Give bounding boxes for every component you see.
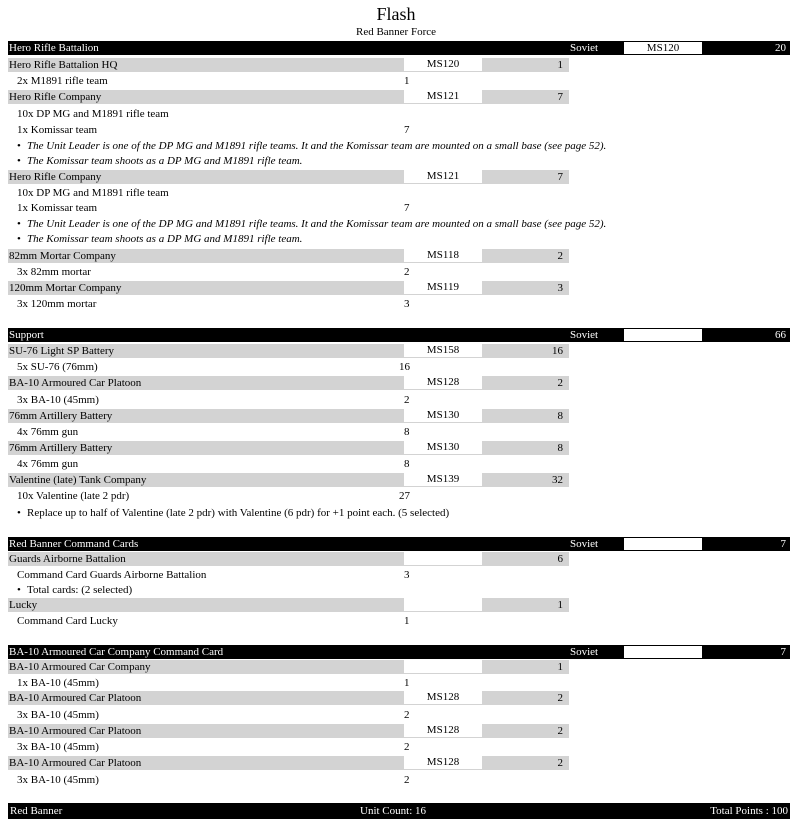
unit-points: 7: [557, 91, 563, 103]
unit-name: BA-10 Armoured Car Platoon: [9, 757, 142, 769]
option-points: 2: [404, 741, 410, 753]
unit-name: Guards Airborne Battalion: [9, 553, 126, 565]
unit-code: MS130: [404, 441, 482, 454]
section-nation: Soviet: [570, 42, 599, 54]
section-points: 7: [780, 646, 786, 658]
unit-code: MS121: [404, 170, 482, 183]
unit-points: 7: [557, 171, 563, 183]
unit-points: 2: [557, 757, 563, 769]
option-points: 16: [399, 361, 410, 373]
option-points: 2: [404, 266, 410, 278]
footer-bar: [8, 803, 790, 819]
unit-code: MS121: [404, 90, 482, 103]
unit-points: 2: [557, 250, 563, 262]
unit-code: MS128: [404, 376, 482, 389]
unit-option: 3x 120mm mortar: [17, 298, 97, 310]
section-header: [8, 328, 790, 342]
note-text: The Komissar team shoots as a DP MG and M1891 rifle team.: [27, 155, 303, 167]
unit-row: [8, 409, 569, 423]
unit-option: 3x BA-10 (45mm): [17, 774, 99, 786]
unit-name: Lucky: [9, 599, 38, 611]
unit-name: Hero Rifle Battalion HQ: [9, 59, 118, 71]
section-code: MS120: [624, 42, 702, 54]
unit-row: [8, 552, 569, 566]
bullet-icon: •: [17, 155, 21, 167]
unit-code: MS130: [404, 409, 482, 422]
unit-points: 1: [557, 59, 563, 71]
bullet-icon: •: [17, 140, 21, 152]
bullet-icon: •: [17, 218, 21, 230]
unit-row: [8, 170, 569, 184]
option-points: 3: [404, 569, 410, 581]
unit-code: [404, 598, 482, 611]
option-points: 7: [404, 124, 410, 136]
section-points: 20: [775, 42, 786, 54]
unit-name: Valentine (late) Tank Company: [9, 474, 147, 486]
unit-code: MS158: [404, 344, 482, 357]
section-header: [8, 645, 790, 659]
unit-option: 1x Komissar team: [17, 202, 98, 214]
section-nation: Soviet: [570, 646, 599, 658]
unit-name: BA-10 Armoured Car Platoon: [9, 377, 142, 389]
unit-code: MS128: [404, 724, 482, 737]
unit-note: [17, 139, 606, 153]
option-points: 27: [399, 490, 410, 502]
unit-option: 10x DP MG and M1891 rifle team: [17, 187, 169, 199]
footer-unit-count: Unit Count: 16: [360, 805, 427, 817]
unit-points: 32: [552, 474, 563, 486]
unit-points: 1: [557, 599, 563, 611]
option-points: 2: [404, 394, 410, 406]
section-nation: Soviet: [570, 538, 599, 550]
unit-row: [8, 598, 569, 612]
unit-points: 8: [557, 442, 563, 454]
unit-points: 8: [557, 410, 563, 422]
bullet-icon: •: [17, 507, 21, 519]
section-name: Hero Rifle Battalion: [9, 42, 99, 54]
unit-name: BA-10 Armoured Car Platoon: [9, 692, 142, 704]
unit-code: MS128: [404, 756, 482, 769]
unit-row: [8, 376, 569, 390]
unit-option: 10x Valentine (late 2 pdr): [17, 490, 130, 502]
unit-bullet: [17, 506, 449, 520]
page-subtitle: Red Banner Force: [355, 26, 437, 38]
unit-row: [8, 724, 569, 738]
section-code: [624, 538, 702, 550]
option-points: 3: [404, 298, 410, 310]
unit-row: [8, 660, 569, 674]
unit-name: Hero Rifle Company: [9, 91, 102, 103]
unit-option: 4x 76mm gun: [17, 458, 79, 470]
unit-option: 4x 76mm gun: [17, 426, 79, 438]
bullet-icon: •: [17, 584, 21, 596]
footer-force-name: Red Banner: [10, 805, 63, 817]
unit-points: 6: [557, 553, 563, 565]
unit-code: MS118: [404, 249, 482, 262]
page-title: Flash: [376, 4, 416, 24]
unit-option: Command Card Lucky: [17, 615, 118, 627]
section-name: Red Banner Command Cards: [9, 538, 139, 550]
unit-bullet: [17, 583, 132, 597]
unit-code: [404, 552, 482, 565]
unit-option: 1x Komissar team: [17, 124, 98, 136]
bullet-text: Total cards: (2 selected): [27, 584, 133, 596]
unit-code: MS120: [404, 58, 482, 71]
unit-note: [17, 217, 606, 231]
note-text: The Komissar team shoots as a DP MG and M1891 rifle team.: [27, 233, 303, 245]
option-points: 7: [404, 202, 410, 214]
unit-name: SU-76 Light SP Battery: [9, 345, 115, 357]
bullet-icon: •: [17, 233, 21, 245]
unit-note: [17, 154, 302, 168]
unit-points: 16: [552, 345, 563, 357]
unit-option: 2x M1891 rifle team: [17, 75, 108, 87]
unit-name: BA-10 Armoured Car Platoon: [9, 725, 142, 737]
unit-code: MS128: [404, 691, 482, 704]
note-text: The Unit Leader is one of the DP MG and M1891 rifle teams. It and the Komissar team are mounted on a small base (see page 52).: [27, 140, 607, 152]
option-points: 1: [404, 75, 410, 87]
unit-name: 120mm Mortar Company: [9, 282, 122, 294]
section-name: Support: [9, 329, 44, 341]
section-name: BA-10 Armoured Car Company Command Card: [9, 646, 224, 658]
unit-name: Hero Rifle Company: [9, 171, 102, 183]
unit-points: 3: [557, 282, 563, 294]
section-header: [8, 537, 790, 551]
unit-row: [8, 344, 569, 358]
unit-row: [8, 473, 569, 487]
section-points: 66: [775, 329, 786, 341]
option-points: 8: [404, 426, 410, 438]
unit-option: 3x BA-10 (45mm): [17, 741, 99, 753]
unit-code: MS119: [404, 281, 482, 294]
option-points: 2: [404, 774, 410, 786]
unit-name: 76mm Artillery Battery: [9, 442, 113, 454]
section-code: [624, 646, 702, 658]
unit-code: MS139: [404, 473, 482, 486]
section-points: 7: [780, 538, 786, 550]
bullet-text: Replace up to half of Valentine (late 2 pdr) with Valentine (6 pdr) for +1 point each. (5 selected): [27, 507, 450, 519]
unit-row: [8, 691, 569, 705]
unit-row: [8, 58, 569, 72]
option-points: 2: [404, 709, 410, 721]
unit-row: [8, 90, 569, 104]
unit-points: 2: [557, 692, 563, 704]
option-points: 1: [404, 677, 410, 689]
unit-option: 5x SU-76 (76mm): [17, 361, 98, 373]
unit-row: [8, 756, 569, 770]
unit-option: 1x BA-10 (45mm): [17, 677, 99, 689]
unit-points: 2: [557, 725, 563, 737]
section-code: [624, 329, 702, 341]
unit-row: [8, 249, 569, 263]
unit-row: [8, 441, 569, 455]
footer-total-points: Total Points : 100: [710, 805, 788, 817]
note-text: The Unit Leader is one of the DP MG and M1891 rifle teams. It and the Komissar team are mounted on a small base (see page 52).: [27, 218, 607, 230]
option-points: 8: [404, 458, 410, 470]
unit-points: 2: [557, 377, 563, 389]
unit-points: 1: [557, 661, 563, 673]
unit-row: [8, 281, 569, 295]
unit-name: BA-10 Armoured Car Company: [9, 661, 151, 673]
unit-name: 82mm Mortar Company: [9, 250, 116, 262]
unit-code: [404, 660, 482, 673]
section-nation: Soviet: [570, 329, 599, 341]
unit-option: Command Card Guards Airborne Battalion: [17, 569, 207, 581]
unit-note: [17, 232, 302, 246]
section-header: [8, 41, 790, 55]
unit-option: 10x DP MG and M1891 rifle team: [17, 108, 169, 120]
unit-name: 76mm Artillery Battery: [9, 410, 113, 422]
option-points: 1: [404, 615, 410, 627]
unit-option: 3x BA-10 (45mm): [17, 709, 99, 721]
unit-option: 3x 82mm mortar: [17, 266, 91, 278]
unit-option: 3x BA-10 (45mm): [17, 394, 99, 406]
